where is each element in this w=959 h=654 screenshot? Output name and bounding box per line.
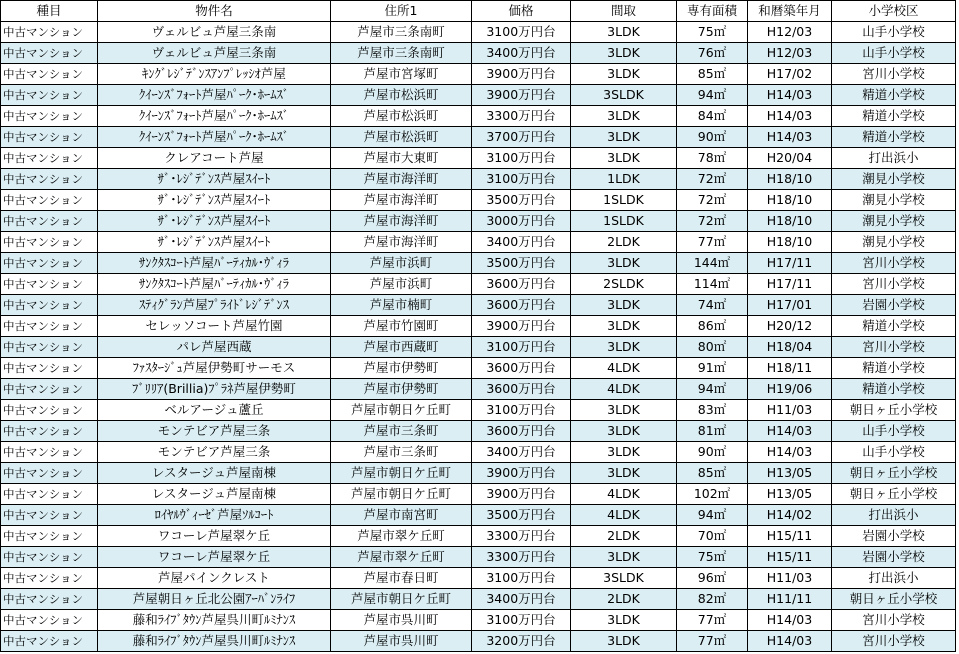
property-name-cell: ｻﾞ･ﾚｼﾞﾃﾞﾝｽ芦屋ｽｲｰﾄ [98, 190, 331, 211]
address-cell: 芦屋市春日町 [331, 568, 472, 589]
built-date-cell: H18/10 [748, 169, 832, 190]
price-cell: 3000万円台 [472, 211, 571, 232]
table-row [1, 631, 956, 652]
built-date-cell: H12/03 [748, 43, 832, 64]
price-cell: 3300万円台 [472, 547, 571, 568]
property-name-cell: ｸｲｰﾝｽﾞﾌｫｰﾄ芦屋ﾊﾟｰｸ･ﾎｰﾑｽﾞ [98, 85, 331, 106]
area-cell: 72㎡ [677, 169, 748, 190]
address-cell: 芦屋市呉川町 [331, 610, 472, 631]
address-cell: 芦屋市楠町 [331, 295, 472, 316]
table-row [1, 295, 956, 316]
header-property-name: 物件名 [98, 1, 331, 22]
type-cell: 中古マンション [1, 631, 98, 652]
property-name-cell: クレアコート芦屋 [98, 148, 331, 169]
school-district-cell: 宮川小学校 [832, 274, 956, 295]
built-date-cell: H14/03 [748, 610, 832, 631]
area-cell: 85㎡ [677, 64, 748, 85]
built-date-cell: H14/03 [748, 127, 832, 148]
table-row [1, 127, 956, 148]
built-date-cell: H18/10 [748, 190, 832, 211]
area-cell: 72㎡ [677, 190, 748, 211]
table-row [1, 526, 956, 547]
price-cell: 3900万円台 [472, 463, 571, 484]
area-cell: 144㎡ [677, 253, 748, 274]
type-cell: 中古マンション [1, 568, 98, 589]
property-name-cell: 芦屋パインクレスト [98, 568, 331, 589]
area-cell: 102㎡ [677, 484, 748, 505]
property-name-cell: ベルアージュ蘆丘 [98, 400, 331, 421]
property-name-cell: パレ芦屋西蔵 [98, 337, 331, 358]
layout-cell: 3LDK [571, 127, 677, 148]
price-cell: 3500万円台 [472, 190, 571, 211]
address-cell: 芦屋市翠ケ丘町 [331, 547, 472, 568]
price-cell: 3600万円台 [472, 379, 571, 400]
area-cell: 94㎡ [677, 505, 748, 526]
area-cell: 82㎡ [677, 589, 748, 610]
built-date-cell: H15/11 [748, 547, 832, 568]
price-cell: 3100万円台 [472, 22, 571, 43]
type-cell: 中古マンション [1, 169, 98, 190]
table-row [1, 148, 956, 169]
price-cell: 3900万円台 [472, 316, 571, 337]
built-date-cell: H12/03 [748, 22, 832, 43]
address-cell: 芦屋市大東町 [331, 148, 472, 169]
address-cell: 芦屋市翠ケ丘町 [331, 526, 472, 547]
price-cell: 3200万円台 [472, 631, 571, 652]
built-date-cell: H14/03 [748, 106, 832, 127]
layout-cell: 3LDK [571, 421, 677, 442]
built-date-cell: H17/02 [748, 64, 832, 85]
area-cell: 94㎡ [677, 85, 748, 106]
address-cell: 芦屋市竹園町 [331, 316, 472, 337]
price-cell: 3400万円台 [472, 232, 571, 253]
school-district-cell: 朝日ヶ丘小学校 [832, 400, 956, 421]
school-district-cell: 潮見小学校 [832, 232, 956, 253]
table-row [1, 484, 956, 505]
layout-cell: 3LDK [571, 316, 677, 337]
type-cell: 中古マンション [1, 610, 98, 631]
property-name-cell: ヴェルビュ芦屋三条南 [98, 22, 331, 43]
type-cell: 中古マンション [1, 85, 98, 106]
price-cell: 3600万円台 [472, 295, 571, 316]
layout-cell: 4LDK [571, 505, 677, 526]
built-date-cell: H20/04 [748, 148, 832, 169]
property-name-cell: ｻﾞ･ﾚｼﾞﾃﾞﾝｽ芦屋ｽｲｰﾄ [98, 232, 331, 253]
type-cell: 中古マンション [1, 379, 98, 400]
type-cell: 中古マンション [1, 547, 98, 568]
area-cell: 81㎡ [677, 421, 748, 442]
address-cell: 芦屋市伊勢町 [331, 358, 472, 379]
school-district-cell: 山手小学校 [832, 442, 956, 463]
area-cell: 80㎡ [677, 337, 748, 358]
price-cell: 3100万円台 [472, 148, 571, 169]
price-cell: 3500万円台 [472, 505, 571, 526]
price-cell: 3400万円台 [472, 442, 571, 463]
table-row [1, 85, 956, 106]
address-cell: 芦屋市松浜町 [331, 106, 472, 127]
table-row [1, 190, 956, 211]
address-cell: 芦屋市三条南町 [331, 22, 472, 43]
table-row [1, 253, 956, 274]
address-cell: 芦屋市朝日ケ丘町 [331, 400, 472, 421]
table-row [1, 421, 956, 442]
school-district-cell: 岩園小学校 [832, 526, 956, 547]
price-cell: 3600万円台 [472, 274, 571, 295]
table-row [1, 169, 956, 190]
area-cell: 90㎡ [677, 127, 748, 148]
area-cell: 75㎡ [677, 22, 748, 43]
table-row [1, 463, 956, 484]
property-name-cell: ｻﾝｸﾀｽｺｰﾄ芦屋ﾊﾞｰﾃｨｶﾙ･ｳﾞｨﾗ [98, 274, 331, 295]
type-cell: 中古マンション [1, 484, 98, 505]
price-cell: 3400万円台 [472, 589, 571, 610]
type-cell: 中古マンション [1, 148, 98, 169]
property-name-cell: ｻﾝｸﾀｽｺｰﾄ芦屋ﾊﾞｰﾃｨｶﾙ･ｳﾞｨﾗ [98, 253, 331, 274]
table-row [1, 610, 956, 631]
address-cell: 芦屋市伊勢町 [331, 379, 472, 400]
price-cell: 3300万円台 [472, 526, 571, 547]
address-cell: 芦屋市宮塚町 [331, 64, 472, 85]
address-cell: 芦屋市三条町 [331, 421, 472, 442]
area-cell: 76㎡ [677, 43, 748, 64]
address-cell: 芦屋市呉川町 [331, 631, 472, 652]
school-district-cell: 潮見小学校 [832, 169, 956, 190]
built-date-cell: H14/02 [748, 505, 832, 526]
address-cell: 芦屋市松浜町 [331, 85, 472, 106]
area-cell: 83㎡ [677, 400, 748, 421]
layout-cell: 1SLDK [571, 211, 677, 232]
built-date-cell: H18/10 [748, 232, 832, 253]
layout-cell: 3LDK [571, 253, 677, 274]
type-cell: 中古マンション [1, 358, 98, 379]
property-name-cell: ｻﾞ･ﾚｼﾞﾃﾞﾝｽ芦屋ｽｲｰﾄ [98, 169, 331, 190]
layout-cell: 4LDK [571, 358, 677, 379]
price-cell: 3100万円台 [472, 400, 571, 421]
school-district-cell: 宮川小学校 [832, 610, 956, 631]
layout-cell: 3LDK [571, 463, 677, 484]
school-district-cell: 打出浜小 [832, 505, 956, 526]
layout-cell: 3LDK [571, 400, 677, 421]
address-cell: 芦屋市朝日ケ丘町 [331, 589, 472, 610]
type-cell: 中古マンション [1, 589, 98, 610]
type-cell: 中古マンション [1, 337, 98, 358]
price-cell: 3500万円台 [472, 253, 571, 274]
layout-cell: 2LDK [571, 526, 677, 547]
area-cell: 77㎡ [677, 232, 748, 253]
built-date-cell: H17/01 [748, 295, 832, 316]
layout-cell: 3LDK [571, 64, 677, 85]
address-cell: 芦屋市海洋町 [331, 232, 472, 253]
price-cell: 3300万円台 [472, 106, 571, 127]
school-district-cell: 潮見小学校 [832, 211, 956, 232]
layout-cell: 3LDK [571, 442, 677, 463]
school-district-cell: 精道小学校 [832, 85, 956, 106]
school-district-cell: 打出浜小 [832, 148, 956, 169]
property-name-cell: レスタージュ芦屋南棟 [98, 484, 331, 505]
type-cell: 中古マンション [1, 442, 98, 463]
table-row [1, 400, 956, 421]
school-district-cell: 朝日ヶ丘小学校 [832, 484, 956, 505]
address-cell: 芦屋市朝日ケ丘町 [331, 463, 472, 484]
built-date-cell: H17/11 [748, 253, 832, 274]
built-date-cell: H14/03 [748, 631, 832, 652]
school-district-cell: 朝日ヶ丘小学校 [832, 589, 956, 610]
header-address: 住所1 [331, 1, 472, 22]
property-name-cell: ﾛｲﾔﾙｳﾞｨｰｾﾞ芦屋ｿﾙｺｰﾄ [98, 505, 331, 526]
property-name-cell: 藤和ﾗｲﾌﾞﾀｳﾝ芦屋呉川町ﾙﾐﾅﾝｽ [98, 631, 331, 652]
built-date-cell: H18/10 [748, 211, 832, 232]
layout-cell: 3LDK [571, 610, 677, 631]
area-cell: 84㎡ [677, 106, 748, 127]
built-date-cell: H11/03 [748, 400, 832, 421]
school-district-cell: 山手小学校 [832, 421, 956, 442]
layout-cell: 3LDK [571, 148, 677, 169]
property-name-cell: ﾌﾞﾘﾘｱ(Brillia)ﾌﾟﾗﾈ芦屋伊勢町 [98, 379, 331, 400]
type-cell: 中古マンション [1, 43, 98, 64]
price-cell: 3100万円台 [472, 568, 571, 589]
layout-cell: 3LDK [571, 106, 677, 127]
type-cell: 中古マンション [1, 274, 98, 295]
area-cell: 75㎡ [677, 547, 748, 568]
type-cell: 中古マンション [1, 316, 98, 337]
price-cell: 3600万円台 [472, 358, 571, 379]
property-name-cell: ワコーレ芦屋翠ケ丘 [98, 526, 331, 547]
type-cell: 中古マンション [1, 106, 98, 127]
property-name-cell: ｸｲｰﾝｽﾞﾌｫｰﾄ芦屋ﾊﾟｰｸ･ﾎｰﾑｽﾞ [98, 127, 331, 148]
school-district-cell: 岩園小学校 [832, 295, 956, 316]
area-cell: 74㎡ [677, 295, 748, 316]
built-date-cell: H20/12 [748, 316, 832, 337]
type-cell: 中古マンション [1, 64, 98, 85]
address-cell: 芦屋市松浜町 [331, 127, 472, 148]
area-cell: 78㎡ [677, 148, 748, 169]
header-area: 専有面積 [677, 1, 748, 22]
layout-cell: 1LDK [571, 169, 677, 190]
price-cell: 3100万円台 [472, 610, 571, 631]
area-cell: 86㎡ [677, 316, 748, 337]
layout-cell: 2LDK [571, 232, 677, 253]
price-cell: 3100万円台 [472, 337, 571, 358]
type-cell: 中古マンション [1, 421, 98, 442]
area-cell: 70㎡ [677, 526, 748, 547]
built-date-cell: H14/03 [748, 85, 832, 106]
price-cell: 3100万円台 [472, 169, 571, 190]
school-district-cell: 打出浜小 [832, 568, 956, 589]
table-row [1, 274, 956, 295]
area-cell: 90㎡ [677, 442, 748, 463]
address-cell: 芦屋市浜町 [331, 253, 472, 274]
layout-cell: 3LDK [571, 547, 677, 568]
built-date-cell: H11/03 [748, 568, 832, 589]
school-district-cell: 精道小学校 [832, 358, 956, 379]
area-cell: 72㎡ [677, 211, 748, 232]
property-name-cell: ヴェルビュ芦屋三条南 [98, 43, 331, 64]
school-district-cell: 宮川小学校 [832, 337, 956, 358]
address-cell: 芦屋市海洋町 [331, 190, 472, 211]
type-cell: 中古マンション [1, 190, 98, 211]
area-cell: 114㎡ [677, 274, 748, 295]
table-row [1, 442, 956, 463]
built-date-cell: H11/11 [748, 589, 832, 610]
built-date-cell: H18/11 [748, 358, 832, 379]
header-layout: 間取 [571, 1, 677, 22]
school-district-cell: 山手小学校 [832, 43, 956, 64]
area-cell: 77㎡ [677, 631, 748, 652]
price-cell: 3400万円台 [472, 43, 571, 64]
property-name-cell: ｻﾞ･ﾚｼﾞﾃﾞﾝｽ芦屋ｽｲｰﾄ [98, 211, 331, 232]
type-cell: 中古マンション [1, 295, 98, 316]
table-row [1, 568, 956, 589]
price-cell: 3700万円台 [472, 127, 571, 148]
built-date-cell: H19/06 [748, 379, 832, 400]
table-row [1, 505, 956, 526]
school-district-cell: 宮川小学校 [832, 64, 956, 85]
table-row [1, 547, 956, 568]
price-cell: 3900万円台 [472, 85, 571, 106]
type-cell: 中古マンション [1, 505, 98, 526]
property-name-cell: ｽﾃｨｸﾞﾗﾝ芦屋ﾌﾟﾗｲﾄﾞﾚｼﾞﾃﾞﾝｽ [98, 295, 331, 316]
price-cell: 3600万円台 [472, 421, 571, 442]
property-name-cell: ﾌｧｽﾀｰｼﾞｭ芦屋伊勢町サーモス [98, 358, 331, 379]
property-name-cell: モンテビア芦屋三条 [98, 421, 331, 442]
layout-cell: 3LDK [571, 43, 677, 64]
type-cell: 中古マンション [1, 211, 98, 232]
school-district-cell: 山手小学校 [832, 22, 956, 43]
school-district-cell: 岩園小学校 [832, 547, 956, 568]
table-row [1, 589, 956, 610]
table-row [1, 358, 956, 379]
property-name-cell: ｸｲｰﾝｽﾞﾌｫｰﾄ芦屋ﾊﾟｰｸ･ﾎｰﾑｽﾞ [98, 106, 331, 127]
table-row [1, 379, 956, 400]
address-cell: 芦屋市三条南町 [331, 43, 472, 64]
built-date-cell: H18/04 [748, 337, 832, 358]
layout-cell: 2LDK [571, 589, 677, 610]
layout-cell: 3LDK [571, 337, 677, 358]
address-cell: 芦屋市朝日ケ丘町 [331, 484, 472, 505]
table-row [1, 232, 956, 253]
header-built-date: 和暦築年月 [748, 1, 832, 22]
layout-cell: 2SLDK [571, 274, 677, 295]
property-name-cell: ｷﾝｸﾞﾚｼﾞﾃﾞﾝｽｱﾝﾌﾟﾚｯｼｵ芦屋 [98, 64, 331, 85]
property-name-cell: セレッソコート芦屋竹園 [98, 316, 331, 337]
header-type: 種目 [1, 1, 98, 22]
property-name-cell: 芦屋朝日ヶ丘北公園ｱｰﾊﾞﾝﾗｲﾌ [98, 589, 331, 610]
table-row [1, 106, 956, 127]
layout-cell: 4LDK [571, 484, 677, 505]
address-cell: 芦屋市西蔵町 [331, 337, 472, 358]
built-date-cell: H13/05 [748, 463, 832, 484]
area-cell: 96㎡ [677, 568, 748, 589]
type-cell: 中古マンション [1, 400, 98, 421]
school-district-cell: 朝日ヶ丘小学校 [832, 463, 956, 484]
built-date-cell: H14/03 [748, 442, 832, 463]
area-cell: 94㎡ [677, 379, 748, 400]
property-name-cell: 藤和ﾗｲﾌﾞﾀｳﾝ芦屋呉川町ﾙﾐﾅﾝｽ [98, 610, 331, 631]
type-cell: 中古マンション [1, 463, 98, 484]
area-cell: 77㎡ [677, 610, 748, 631]
price-cell: 3900万円台 [472, 484, 571, 505]
type-cell: 中古マンション [1, 526, 98, 547]
table-header [1, 1, 956, 22]
type-cell: 中古マンション [1, 253, 98, 274]
school-district-cell: 精道小学校 [832, 379, 956, 400]
built-date-cell: H13/05 [748, 484, 832, 505]
school-district-cell: 精道小学校 [832, 106, 956, 127]
property-name-cell: レスタージュ芦屋南棟 [98, 463, 331, 484]
address-cell: 芦屋市浜町 [331, 274, 472, 295]
header-price: 価格 [472, 1, 571, 22]
layout-cell: 4LDK [571, 379, 677, 400]
header-row [1, 1, 956, 22]
built-date-cell: H17/11 [748, 274, 832, 295]
table-row [1, 43, 956, 64]
table-row [1, 64, 956, 85]
area-cell: 91㎡ [677, 358, 748, 379]
property-name-cell: モンテビア芦屋三条 [98, 442, 331, 463]
layout-cell: 3LDK [571, 295, 677, 316]
property-name-cell: ワコーレ芦屋翠ケ丘 [98, 547, 331, 568]
address-cell: 芦屋市海洋町 [331, 169, 472, 190]
header-school-district: 小学校区 [832, 1, 956, 22]
table-row [1, 22, 956, 43]
type-cell: 中古マンション [1, 22, 98, 43]
school-district-cell: 精道小学校 [832, 127, 956, 148]
layout-cell: 3SLDK [571, 85, 677, 106]
built-date-cell: H15/11 [748, 526, 832, 547]
school-district-cell: 精道小学校 [832, 316, 956, 337]
school-district-cell: 潮見小学校 [832, 190, 956, 211]
table-row [1, 316, 956, 337]
school-district-cell: 宮川小学校 [832, 253, 956, 274]
area-cell: 85㎡ [677, 463, 748, 484]
address-cell: 芦屋市南宮町 [331, 505, 472, 526]
price-cell: 3900万円台 [472, 64, 571, 85]
table-body [1, 22, 956, 652]
layout-cell: 3LDK [571, 22, 677, 43]
type-cell: 中古マンション [1, 127, 98, 148]
address-cell: 芦屋市海洋町 [331, 211, 472, 232]
address-cell: 芦屋市三条町 [331, 442, 472, 463]
type-cell: 中古マンション [1, 232, 98, 253]
layout-cell: 3SLDK [571, 568, 677, 589]
layout-cell: 3LDK [571, 631, 677, 652]
school-district-cell: 宮川小学校 [832, 631, 956, 652]
table-row [1, 337, 956, 358]
table-row [1, 211, 956, 232]
layout-cell: 1SLDK [571, 190, 677, 211]
built-date-cell: H14/03 [748, 421, 832, 442]
